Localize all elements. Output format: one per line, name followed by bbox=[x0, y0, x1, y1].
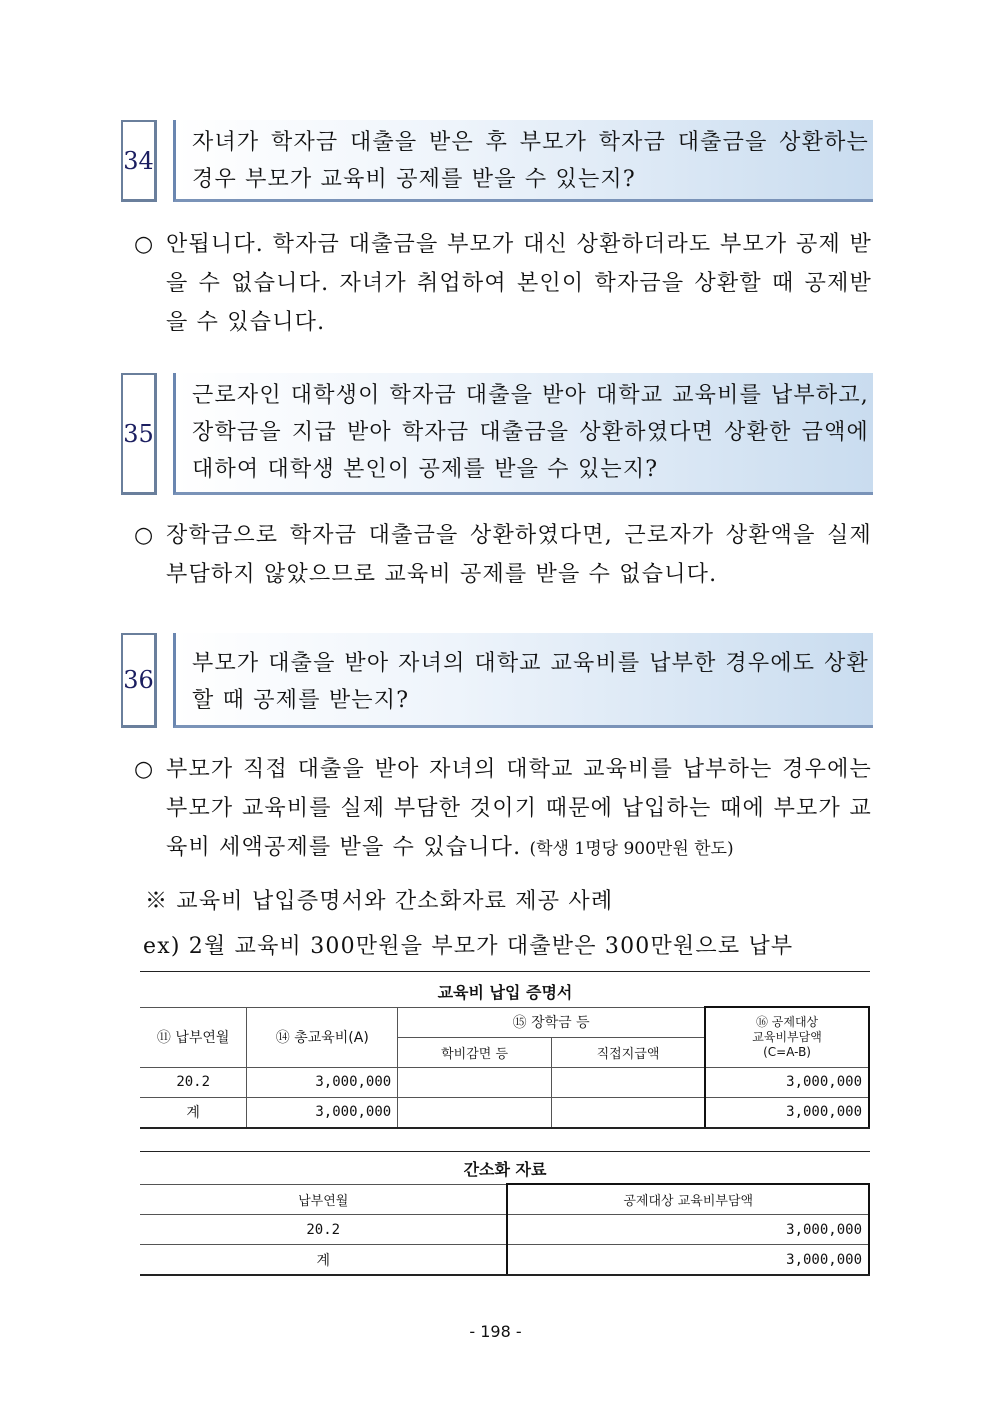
page-number: - 198 - bbox=[469, 1322, 522, 1341]
cell-reduction bbox=[398, 1067, 552, 1097]
cell-amount: 3,000,000 bbox=[507, 1245, 869, 1276]
answer-35 bbox=[134, 516, 872, 594]
table2-top-rule bbox=[140, 1151, 870, 1152]
header-deductible-line2: 교육비부담액 bbox=[752, 1029, 822, 1044]
cell-month: 20.2 bbox=[140, 1067, 247, 1097]
question-text: 근로자인 대학생이 학자금 대출을 받아 대학교 교육비를 납부하고, 장학금을 지급 받아 학자금 대출금을 상환하였다면 상환한 금액에 대하여 대학생 본인이 공제를 받을 수 있는지? bbox=[173, 373, 873, 495]
header-month: 납부연월 bbox=[140, 1184, 507, 1215]
question-number: 34 bbox=[121, 120, 157, 202]
bullet-icon: ○ bbox=[134, 757, 155, 782]
question-36 bbox=[121, 633, 873, 728]
table-row bbox=[140, 1215, 869, 1245]
cell-reduction bbox=[398, 1097, 552, 1128]
cell-month: 20.2 bbox=[140, 1215, 507, 1245]
answer-limit-note: (학생 1명당 900만원 한도) bbox=[529, 839, 734, 859]
question-number: 36 bbox=[121, 633, 157, 728]
header-direct-payment: 직접지급액 bbox=[551, 1037, 705, 1067]
answer-text: 장학금으로 학자금 대출금을 상환하였다면, 근로자가 상환액을 실제 부담하지 않았으므로 교육비 공제를 받을 수 없습니다. bbox=[166, 523, 872, 587]
question-35 bbox=[121, 373, 873, 495]
header-scholarship: ⑮ 장학금 등 bbox=[398, 1007, 705, 1037]
cell-amount: 3,000,000 bbox=[507, 1215, 869, 1245]
table-row bbox=[140, 1245, 869, 1276]
cell-month: 계 bbox=[140, 1245, 507, 1276]
answer-text bbox=[166, 750, 872, 869]
header-deductible bbox=[705, 1007, 869, 1067]
question-text: 부모가 대출을 받아 자녀의 대학교 교육비를 납부한 경우에도 상환할 때 공제를 받는지? bbox=[173, 633, 873, 728]
bullet-icon: ○ bbox=[134, 232, 155, 257]
cell-total: 3,000,000 bbox=[247, 1067, 398, 1097]
header-amount: 공제대상 교육비부담액 bbox=[507, 1184, 869, 1215]
answer-main: 부모가 직접 대출을 받아 자녀의 대학교 교육비를 납부하는 경우에는 부모가 교육비를 실제 부담한 것이기 때문에 납입하는 때에 부모가 교육비 세액공제를 받을 수 있습니다. bbox=[166, 757, 872, 860]
table-row bbox=[140, 1097, 869, 1128]
cell-direct bbox=[551, 1097, 705, 1128]
cell-deductible: 3,000,000 bbox=[705, 1097, 869, 1128]
question-number: 35 bbox=[121, 373, 157, 495]
header-total-education-cost: ⑭ 총교육비(A) bbox=[247, 1007, 398, 1067]
header-deductible-line1: ⑯ 공제대상 bbox=[755, 1014, 819, 1029]
bullet-icon: ○ bbox=[134, 523, 155, 548]
question-text: 자녀가 학자금 대출을 받은 후 부모가 학자금 대출금을 상환하는 경우 부모가 교육비 공제를 받을 수 있는지? bbox=[173, 120, 873, 202]
answer-34 bbox=[134, 225, 872, 342]
answer-36 bbox=[134, 750, 872, 869]
cell-deductible: 3,000,000 bbox=[705, 1067, 869, 1097]
question-34 bbox=[121, 120, 873, 202]
table-row bbox=[140, 1067, 869, 1097]
table1-title: 교육비 납입 증명서 bbox=[437, 983, 573, 1002]
example-line: ex) 2월 교육비 300만원을 부모가 대출받은 300만원으로 납부 bbox=[143, 934, 794, 959]
header-payment-month: ⑪ 납부연월 bbox=[140, 1007, 247, 1067]
cell-month: 계 bbox=[140, 1097, 247, 1128]
header-deductible-line3: (C=A-B) bbox=[763, 1044, 811, 1059]
payment-certificate-table bbox=[140, 1006, 870, 1129]
reference-note: ※ 교육비 납입증명서와 간소화자료 제공 사례 bbox=[145, 889, 614, 914]
cell-total: 3,000,000 bbox=[247, 1097, 398, 1128]
answer-text: 안됩니다. 학자금 대출금을 부모가 대신 상환하더라도 부모가 공제 받을 수 없습니다. 자녀가 취업하여 본인이 학자금을 상환할 때 공제받을 수 있습니다. bbox=[166, 232, 872, 335]
header-tuition-reduction: 학비감면 등 bbox=[398, 1037, 552, 1067]
cell-direct bbox=[551, 1067, 705, 1097]
table2-title: 간소화 자료 bbox=[463, 1160, 547, 1179]
table1-top-rule bbox=[140, 971, 870, 972]
simplified-data-table bbox=[140, 1183, 870, 1276]
